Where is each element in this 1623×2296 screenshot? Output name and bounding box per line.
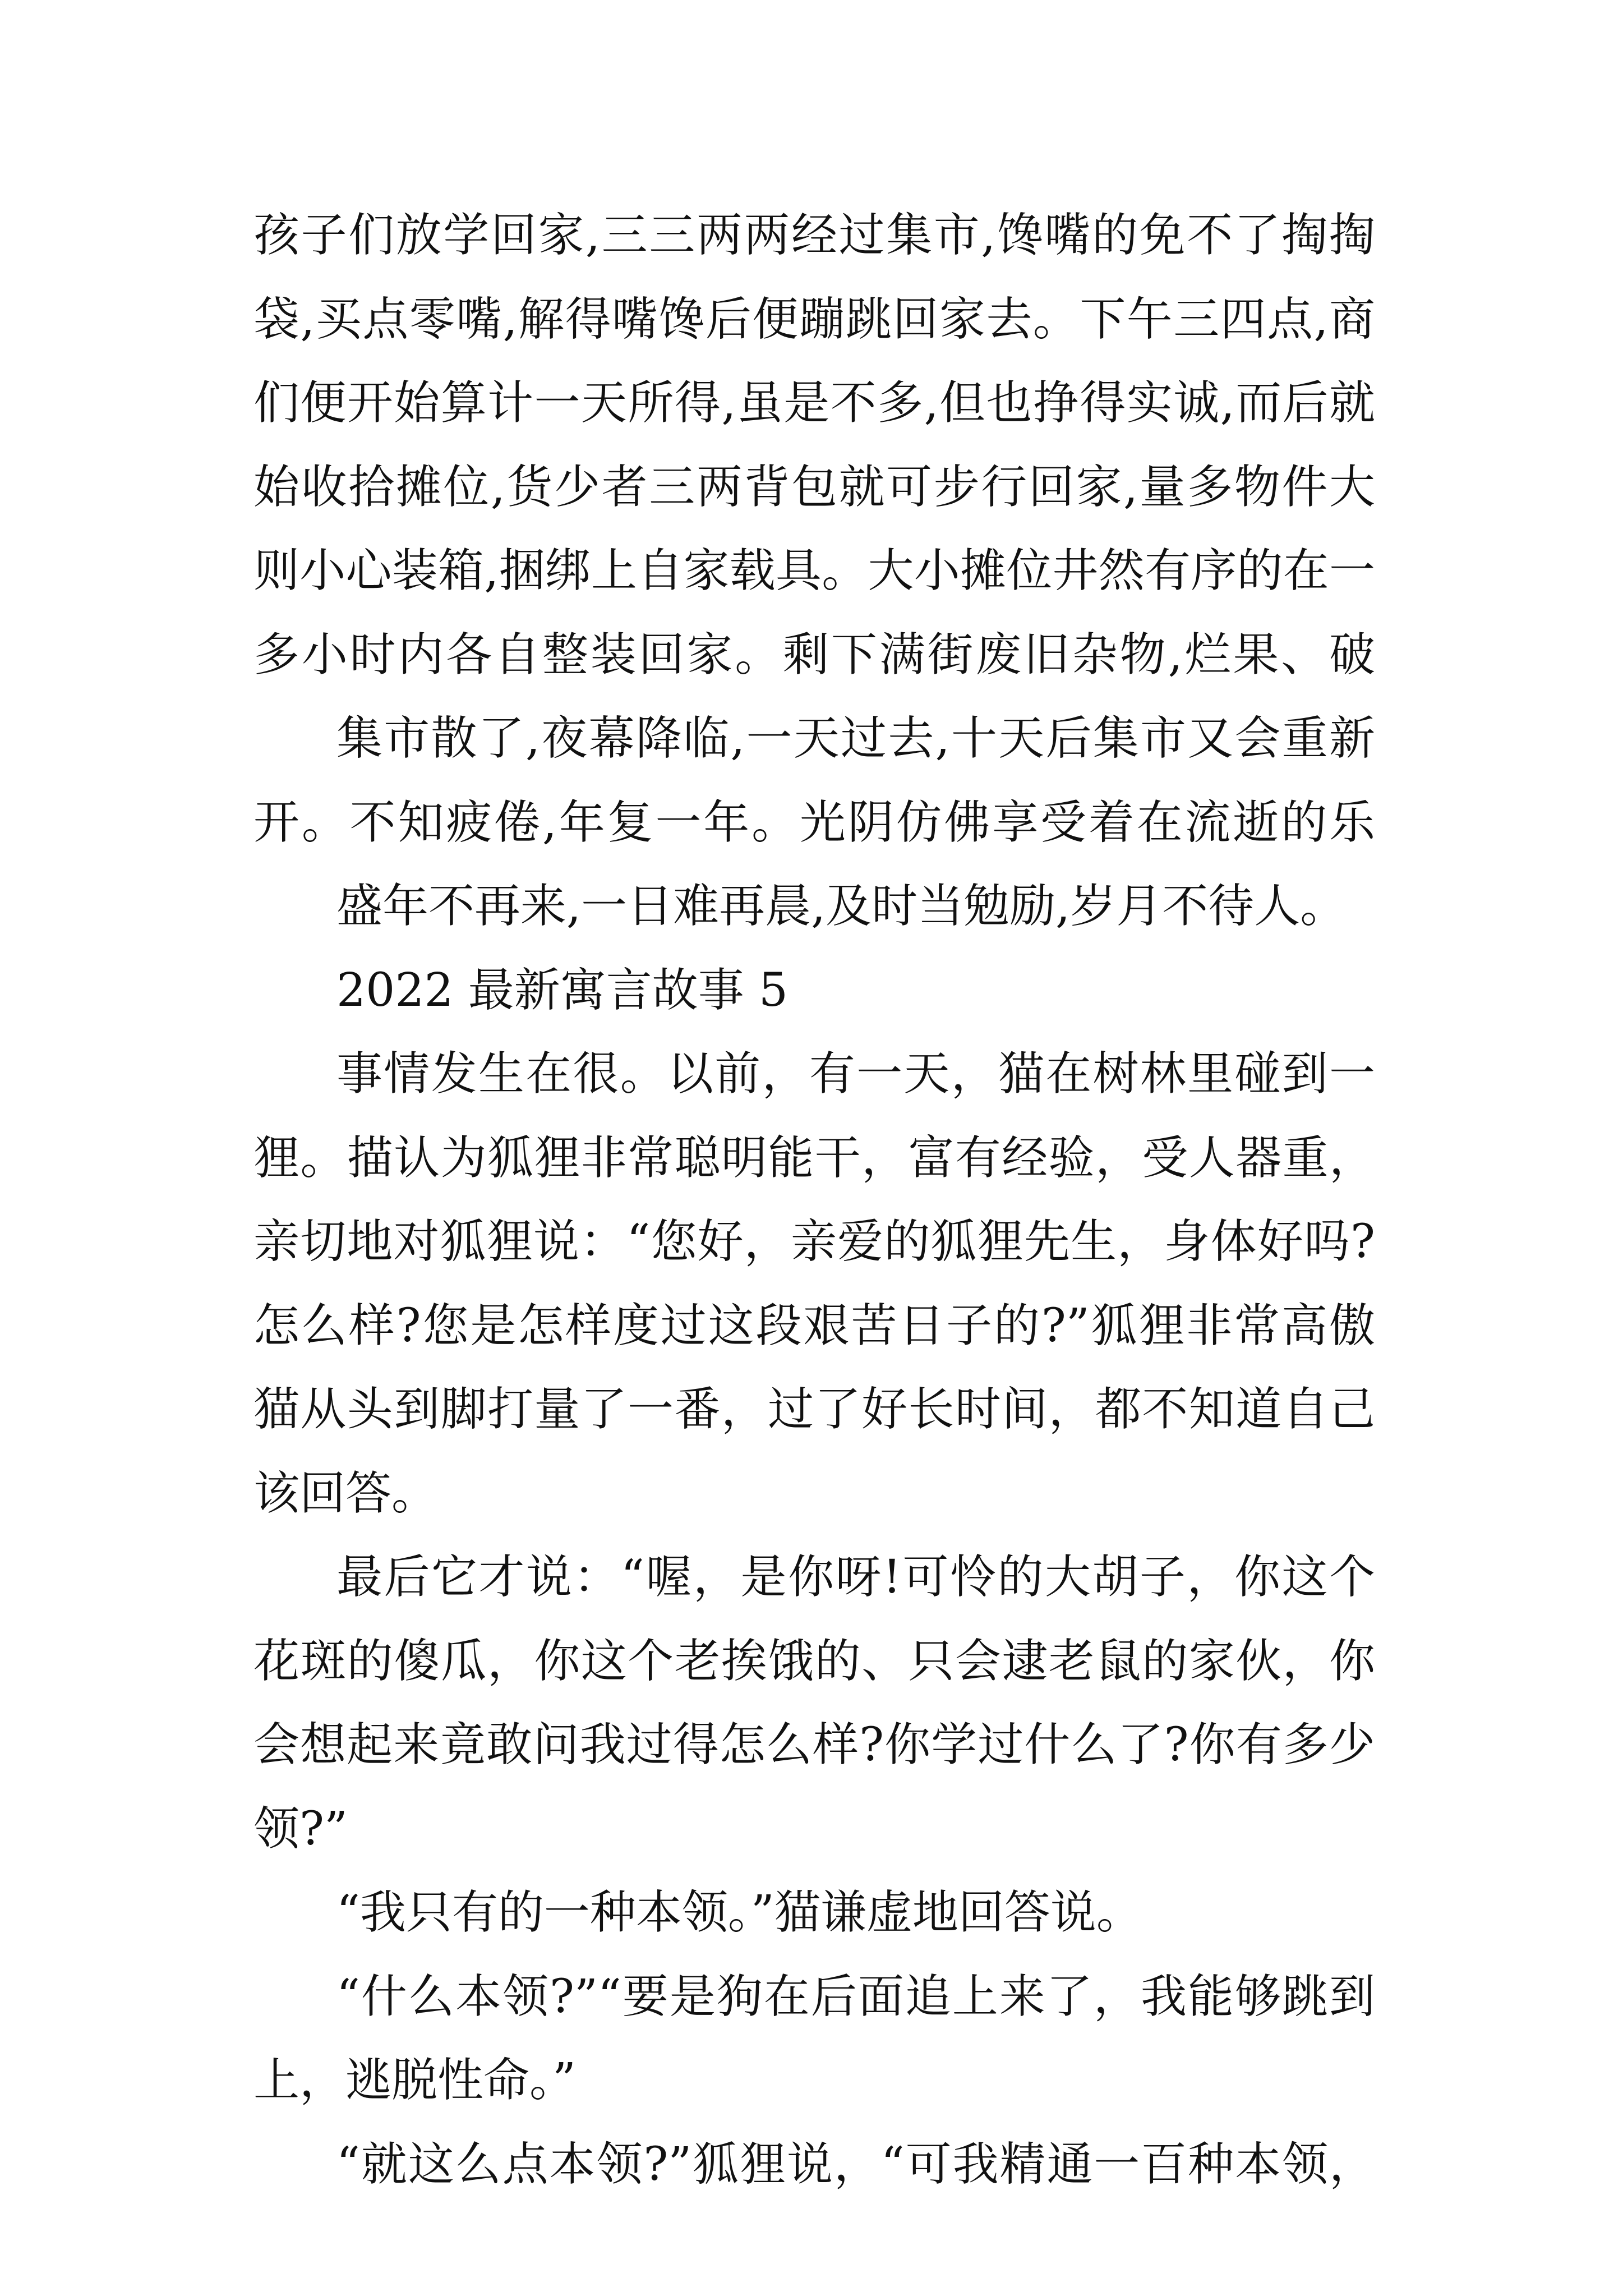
text-line: 花斑的傻瓜，你这个老挨饿的、只会逮老鼠的家伙，你 — [253, 1634, 1375, 1688]
text-line: 最后它才说：“喔，是你呀!可怜的大胡子，你这个 — [336, 1550, 1375, 1604]
text-line: “什么本领?”“要是狗在后面追上来了，我能够跳到 — [336, 1970, 1375, 2023]
text-line: 会想起来竟敢问我过得怎么样?你学过什么了?你有多少 — [253, 1718, 1375, 1772]
text-line: 2022 最新寓言故事 5 — [336, 963, 788, 1017]
text-line: 盛年不再来,一日难再晨,及时当勉励,岁月不待人。 — [336, 880, 1347, 933]
text-line: 袋,买点零嘴,解得嘴馋后便蹦跳回家去。下午三四点,商 — [253, 292, 1375, 346]
text-line: 始收拾摊位,货少者三两背包就可步行回家,量多物件大 — [253, 460, 1375, 514]
document-body-text — [253, 194, 1375, 2206]
text-line: 该回答。 — [253, 1466, 438, 1520]
text-line: 集市散了,夜幕降临,一天过去,十天后集市又会重新 — [336, 712, 1375, 765]
text-line: 狸。描认为狐狸非常聪明能干，富有经验，受人器重， — [253, 1131, 1375, 1185]
text-line: 开。不知疲倦,年复一年。光阴仿佛享受着在流逝的乐 — [253, 795, 1375, 849]
text-line: 猫从头到脚打量了一番，过了好长时间，都不知道自己 — [253, 1383, 1375, 1436]
text-line: 亲切地对狐狸说：“您好，亲爱的狐狸先生，身体好吗? — [253, 1215, 1375, 1268]
text-line: “我只有的一种本领。”猫谦虚地回答说。 — [336, 1886, 1142, 1939]
text-line: 多小时内各自整装回家。剩下满街废旧杂物,烂果、破 — [253, 628, 1375, 682]
text-line: 领?” — [253, 1802, 348, 1856]
text-line: 上，逃脱性命。” — [253, 2054, 576, 2107]
text-line: 孩子们放学回家,三三两两经过集市,馋嘴的免不了掏掏 — [253, 209, 1375, 262]
text-line: “就这么点本领?”狐狸说，“可我精通一百种本领， — [336, 2137, 1375, 2191]
text-line: 则小心装箱,捆绑上自家载具。大小摊位井然有序的在一 — [253, 544, 1375, 597]
text-line: 们便开始算计一天所得,虽是不多,但也挣得实诚,而后就 — [253, 376, 1375, 430]
text-line: 怎么样?您是怎样度过这段艰苦日子的?”狐狸非常高傲 — [253, 1299, 1375, 1352]
text-line: 事情发生在很。以前，有一天，猫在树林里碰到一 — [336, 1047, 1375, 1101]
